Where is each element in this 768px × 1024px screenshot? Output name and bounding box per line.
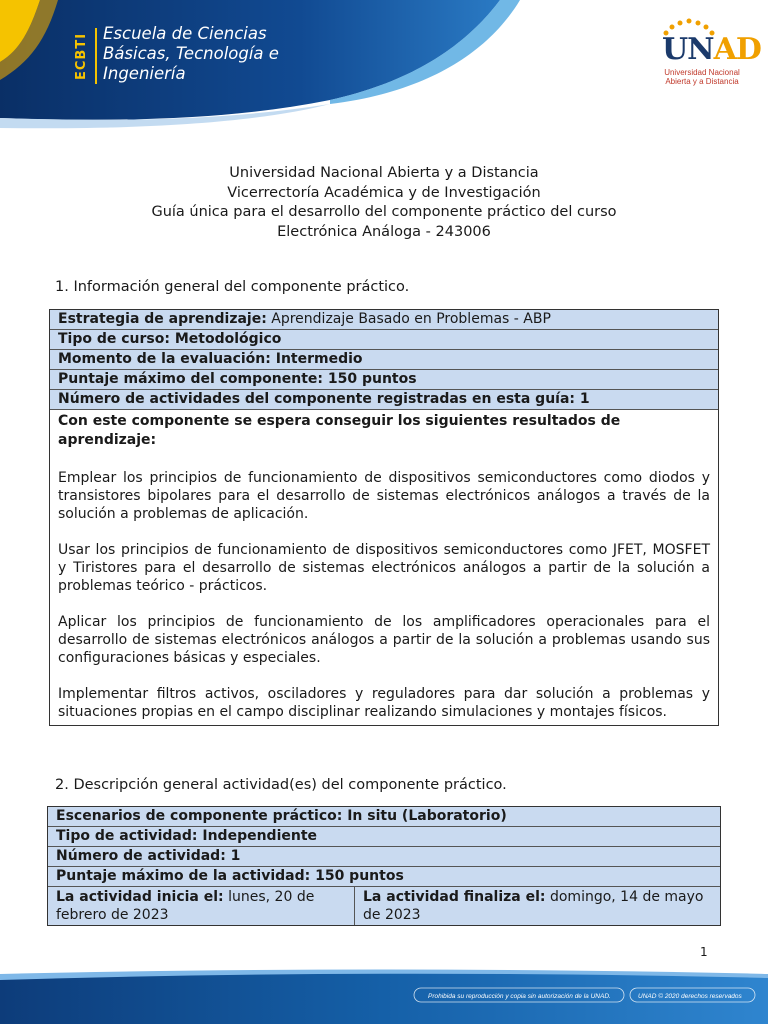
row-label: Puntaje máximo del componente: 150 puntos <box>58 371 417 387</box>
footer-rights-notice: UNAD © 2020 derechos reservados <box>638 993 742 1000</box>
activity-start-cell <box>48 887 355 925</box>
row-evaluation-moment <box>50 350 718 370</box>
school-acronym: ECBTI <box>74 32 89 80</box>
school-name-line-3: Ingeniería <box>103 64 186 83</box>
row-label: Tipo de curso: Metodológico <box>58 331 282 347</box>
row-max-score <box>50 370 718 390</box>
school-name <box>103 24 303 84</box>
row-course-type <box>50 330 718 350</box>
logo-subtitle-line-1: Universidad Nacional <box>664 68 740 77</box>
section-2-heading: 2. Descripción general actividad(es) del componente práctico. <box>55 777 507 793</box>
logo-wordmark <box>662 32 761 67</box>
row-label: Número de actividad: 1 <box>56 848 241 864</box>
activity-start-label: La actividad inicia el: <box>56 889 224 905</box>
title-line-course: Electrónica Análoga - 243006 <box>277 223 491 240</box>
footer-copy-notice: Prohibida su reproducción y copia sin autorización de la UNAD. <box>428 993 611 1000</box>
activity-start-value: lunes, 20 de febrero de 2023 <box>56 889 315 923</box>
school-name-line-1: Escuela de Ciencias <box>103 24 267 43</box>
activity-end-value: domingo, 14 de mayo de 2023 <box>363 889 704 923</box>
header-banner <box>0 0 768 130</box>
logo-wordmark-main: UN <box>662 32 714 67</box>
learning-result-1: Emplear los principios de funcionamiento de dispositivos semiconductores como diodos y transistores bipolares para el desarrollo de sistemas electrónicos análogos a través de la solución a problemas de aplicación. <box>58 470 710 522</box>
learning-result-3: Aplicar los principios de funcionamiento de los amplificadores operacionales para el desarrollo de sistemas electrónicos análogos a partir de la solución a problemas usando sus configuraciones básicas y especiales. <box>58 614 710 666</box>
row-activity-number <box>48 847 720 867</box>
row-activity-count <box>50 390 718 410</box>
unad-logo <box>656 18 761 90</box>
school-name-line-2: Básicas, Tecnología e <box>103 44 279 63</box>
logo-subtitle-line-2: Abierta y a Distancia <box>665 77 739 86</box>
page-number: 1 <box>700 945 708 959</box>
school-divider <box>95 28 97 84</box>
learning-results-heading: Con este componente se espera conseguir los siguientes resultados de aprendizaje: <box>58 413 621 448</box>
row-activity-dates <box>48 887 720 925</box>
section-1-heading: 1. Información general del componente práctico. <box>55 279 410 295</box>
row-label: Estrategia de aprendizaje: <box>58 311 267 327</box>
title-line-guide: Guía única para el desarrollo del componente práctico del curso <box>151 204 617 220</box>
row-activity-max-score <box>48 867 720 887</box>
activity-end-cell <box>355 887 720 925</box>
learning-result-4: Implementar filtros activos, osciladores y reguladores para dar solución a problemas y situaciones propias en el campo disciplinar realizando simulaciones y montajes físicos. <box>58 686 710 720</box>
row-label: Tipo de actividad: Independiente <box>56 828 318 844</box>
row-learning-strategy <box>50 310 718 330</box>
section-1-table <box>49 309 719 726</box>
row-label: Puntaje máximo de la actividad: 150 puntos <box>56 868 404 884</box>
learning-result-2: Usar los principios de funcionamiento de dispositivos semiconductores como JFET, MOSFET y Tiristores para el desarrollo de sistemas electrónicos análogos a partir de la solución a problemas teórico - prácticos. <box>58 542 710 594</box>
activity-end-label: La actividad finaliza el: <box>363 889 546 905</box>
row-label: Momento de la evaluación: Intermedio <box>58 351 363 367</box>
logo-wordmark-accent: AD <box>713 32 761 67</box>
title-line-university: Universidad Nacional Abierta y a Distancia <box>229 165 539 181</box>
row-value: Aprendizaje Basado en Problemas - ABP <box>266 311 551 327</box>
title-line-vicerrectoria: Vicerrectoría Académica y de Investigación <box>227 184 541 201</box>
logo-subtitle <box>656 68 748 86</box>
row-activity-type <box>48 827 720 847</box>
learning-results <box>50 410 718 725</box>
row-scenario <box>48 807 720 827</box>
row-label: Número de actividades del componente registradas en esta guía: 1 <box>58 391 590 407</box>
section-2-table <box>47 806 721 926</box>
row-label: Escenarios de componente práctico: In situ (Laboratorio) <box>56 808 507 824</box>
document-title <box>40 164 728 242</box>
